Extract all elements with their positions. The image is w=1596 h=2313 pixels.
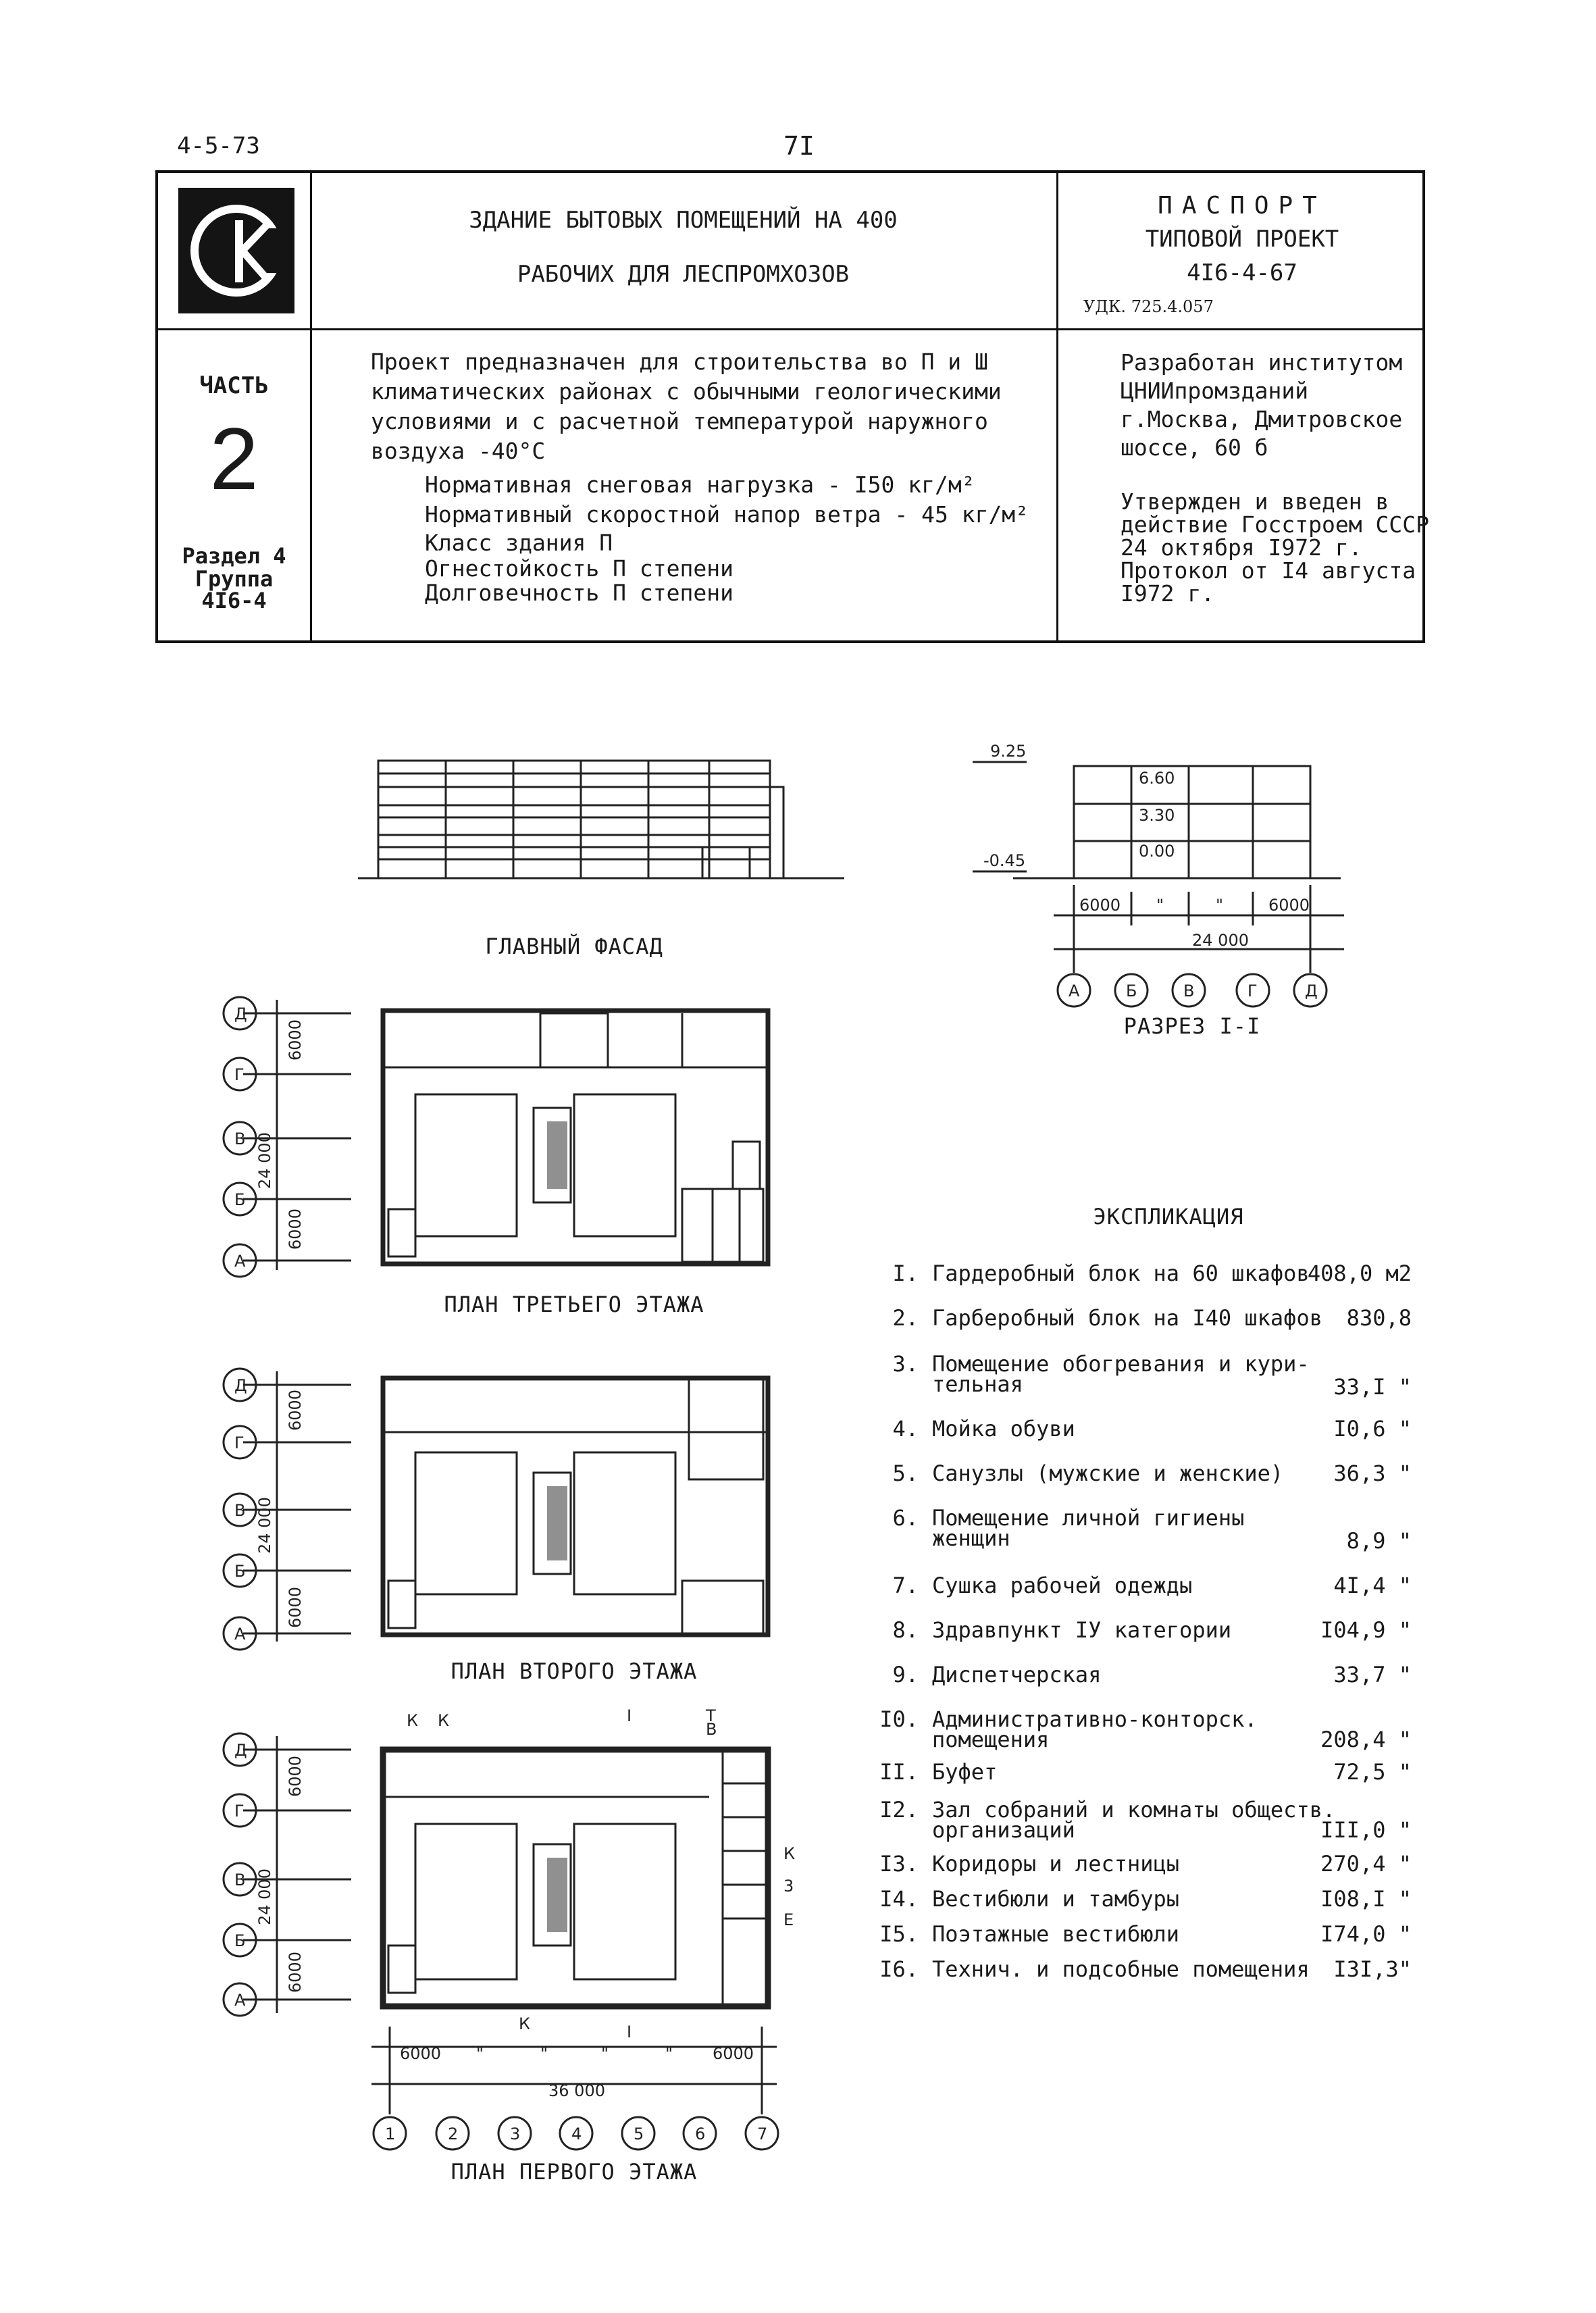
approval-line: Протокол от I4 августа	[1121, 557, 1416, 584]
level-mark: 3.30	[1139, 806, 1175, 825]
spec-line: Огнестойкость П степени	[425, 555, 733, 582]
developer-line: г.Москва, Дмитровское	[1121, 406, 1403, 432]
page-code: 4-5-73	[177, 132, 260, 159]
cut-mark: Т	[706, 1706, 716, 1725]
explication-item: 6. Помещение личной гигиены женщин 8,9 "	[892, 1505, 1412, 1554]
spec-line: Долговечность П степени	[425, 580, 733, 606]
axis-label: В	[234, 1129, 246, 1148]
facade-caption: ГЛАВНЫЙ ФАСАД	[485, 934, 663, 959]
axis-label: А	[1069, 982, 1080, 1000]
project-number: 4I6-4-67	[1187, 259, 1297, 286]
axis-label: 6	[695, 2125, 706, 2143]
dimension-label: "	[476, 2044, 484, 2063]
explication-item: I0. Административно-конторск. помещения 208,4 "	[879, 1706, 1412, 1752]
second-floor-plan	[224, 1369, 768, 1650]
project-title-line1: ЗДАНИЕ БЫТОВЫХ ПОМЕЩЕНИЙ НА 400	[469, 207, 898, 234]
first-floor-plan	[224, 1733, 778, 2150]
description-line: воздуха -40°С	[371, 438, 546, 464]
dimension-label: 6000	[713, 2044, 754, 2063]
axis-label: Б	[234, 1562, 246, 1581]
dimension-label: 6000	[400, 2044, 442, 2063]
spec-line: Нормативная снеговая нагрузка - I50 кг/м²	[425, 472, 975, 498]
dimension-label: 6000	[286, 1755, 305, 1797]
part-label: ЧАСТЬ	[199, 372, 269, 399]
main-facade-drawing	[358, 761, 844, 878]
explication-item: 3. Помещение обогревания и кури- тельная 33,I "	[892, 1351, 1412, 1400]
axis-label: Г	[1247, 982, 1258, 1000]
axis-label: Б	[234, 1931, 246, 1950]
axis-label: В	[234, 1871, 246, 1889]
dimension-label: "	[540, 2044, 548, 2063]
description-line: климатических районах с обычными геологическими	[371, 378, 1002, 405]
spec-line: Нормативный скоростной напор ветра - 45 кг/м²	[425, 501, 1029, 528]
developer-line: Разработан институтом	[1121, 349, 1403, 376]
plan2-caption: ПЛАН ВТОРОГО ЭТАЖА	[451, 1658, 698, 1684]
description-line: Проект предназначен для строительства во П и Ш	[371, 349, 988, 375]
axis-label: Д	[234, 1376, 247, 1395]
axis-label: Д	[1305, 982, 1318, 1000]
cut-mark: В	[706, 1720, 717, 1739]
dimension-label: 24 000	[255, 1132, 274, 1189]
dimension-label: "	[601, 2044, 609, 2063]
dimension-label: 24 000	[255, 1869, 274, 1925]
approval-line: действие Госстроем СССР	[1121, 511, 1429, 538]
axis-label: Г	[234, 1065, 244, 1084]
description-line: условиями и с расчетной температурой наружного	[371, 408, 988, 434]
cut-mark: I	[627, 1706, 632, 1725]
axis-label: Б	[234, 1190, 246, 1209]
axis-label: А	[234, 1991, 246, 2010]
udk-code: УДК. 725.4.057	[1083, 297, 1214, 316]
axis-label: Г	[234, 1802, 244, 1821]
level-mark: 0.00	[1139, 842, 1175, 861]
dimension-label: 6000	[1079, 896, 1121, 915]
cut-mark: К	[783, 1844, 796, 1863]
developer-line: ЦНИИпромзданий	[1121, 378, 1309, 404]
axis-label: 1	[385, 2125, 396, 2143]
explication-title: ЭКСПЛИКАЦИЯ	[1093, 1204, 1244, 1229]
axis-label: Г	[234, 1433, 244, 1452]
axis-label: 2	[448, 2125, 459, 2143]
approval-line: 24 октября I972 г.	[1121, 534, 1362, 561]
dimension-label: "	[1156, 896, 1164, 915]
dimension-label: 24 000	[255, 1497, 274, 1554]
axis-label: А	[234, 1252, 246, 1271]
dimension-label: 6000	[286, 1586, 305, 1628]
axis-label: Б	[1126, 982, 1137, 1000]
approval-line: I972 г.	[1121, 580, 1215, 607]
axis-label: 7	[757, 2125, 768, 2143]
project-type: ТИПОВОЙ ПРОЕКТ	[1145, 226, 1339, 253]
dimension-label: 36 000	[548, 2081, 605, 2100]
axis-label: В	[234, 1501, 246, 1520]
section-drawing	[973, 762, 1344, 1007]
axis-label: 4	[571, 2125, 582, 2143]
group-number: 4I6-4	[201, 588, 267, 613]
axis-label: А	[234, 1625, 246, 1644]
explication-item: I2. Зал собраний и комнаты обществ. организаций III,0 "	[879, 1797, 1412, 1843]
passport-label: ПАСПОРТ	[1158, 192, 1327, 220]
cut-mark: К	[407, 1711, 419, 1730]
dimension-label: 6000	[286, 1389, 305, 1431]
dimension-label: "	[1216, 896, 1224, 915]
axis-label: Д	[234, 1741, 247, 1760]
third-floor-plan	[224, 997, 768, 1277]
axis-label: Д	[234, 1005, 247, 1023]
section-label: Раздел 4	[182, 543, 286, 569]
axis-label: 5	[634, 2125, 644, 2143]
plan3-caption: ПЛАН ТРЕТЬЕГО ЭТАЖА	[444, 1292, 704, 1317]
dimension-label: 6000	[286, 1208, 305, 1250]
dimension-label: 24 000	[1192, 931, 1249, 950]
cut-mark: 3	[783, 1877, 794, 1896]
part-number: 2	[209, 409, 259, 508]
project-title-line2: РАБОЧИХ ДЛЯ ЛЕСПРОМХОЗОВ	[517, 261, 850, 288]
level-mark: -0.45	[983, 851, 1026, 870]
dimension-label: 6000	[286, 1019, 305, 1061]
developer-line: шоссе, 60 б	[1121, 434, 1268, 461]
cut-mark: Е	[783, 1910, 794, 1929]
approval-line: Утвержден и введен в	[1121, 488, 1389, 515]
axis-label: В	[1183, 982, 1195, 1000]
level-mark: 6.60	[1139, 769, 1175, 788]
dimension-label: 6000	[286, 1951, 305, 1993]
dimension-label: "	[665, 2044, 673, 2063]
dimension-label: 6000	[1268, 896, 1310, 915]
page-number: 7I	[783, 131, 815, 161]
cut-mark: I	[627, 2023, 632, 2041]
section-caption: РАЗРЕЗ I-I	[1123, 1013, 1261, 1039]
cut-mark: К	[438, 1711, 450, 1730]
cut-mark: К	[519, 2014, 531, 2033]
level-mark: 9.25	[990, 742, 1027, 761]
plan1-caption: ПЛАН ПЕРВОГО ЭТАЖА	[451, 2159, 698, 2185]
group-label: Группа	[195, 566, 274, 592]
spec-line: Класс здания П	[425, 530, 613, 556]
axis-label: 3	[510, 2125, 521, 2143]
